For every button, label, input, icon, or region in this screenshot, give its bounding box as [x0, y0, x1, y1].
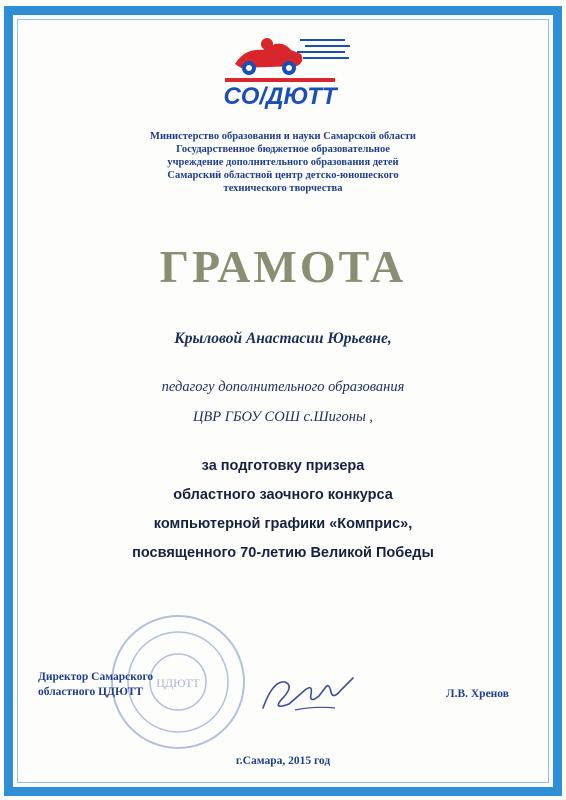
document-title: ГРАМОТА	[159, 241, 407, 292]
position-line: ЦВР ГБОУ СОШ с.Шигоны ,	[192, 409, 374, 425]
organization-line: учреждение дополнительного образования детей	[167, 157, 399, 168]
svg-text:ЦДЮТТ: ЦДЮТТ	[156, 676, 200, 690]
signer-name: Л.В. Хренов	[446, 688, 509, 700]
handwritten-signature	[255, 660, 365, 720]
cdyutt-logo	[205, 30, 355, 110]
organization-block	[60, 130, 506, 195]
place-date: г.Самара, 2015 год	[235, 755, 331, 767]
reason-line: областного заочного конкурса	[173, 487, 393, 503]
reason-line: посвященного 70-летию Великой Победы	[132, 545, 434, 561]
organization-line: технического творчества	[223, 183, 343, 194]
reason-line: за подготовку призера	[201, 458, 365, 474]
director-title	[38, 670, 153, 700]
organization-line: Министерство образования и науки Самарской области	[150, 131, 416, 142]
organization-line: Самарский областной центр детско-юношеского	[167, 170, 399, 181]
reason-line: компьютерной графики «Комприс»,	[153, 516, 413, 532]
director-line: областного ЦДЮТТ	[38, 686, 143, 698]
award-reason	[80, 452, 486, 568]
recipient-name: Крыловой Анастасии Юрьевне,	[174, 330, 392, 347]
position-line: педагогу дополнительного образования	[161, 379, 405, 395]
director-line: Директор Самарского	[38, 671, 154, 683]
organization-line: Государственное бюджетное образовательное	[176, 144, 390, 155]
svg-text:CO/ДЮТТ: CO/ДЮТТ	[223, 83, 337, 110]
recipient-position	[0, 372, 566, 432]
